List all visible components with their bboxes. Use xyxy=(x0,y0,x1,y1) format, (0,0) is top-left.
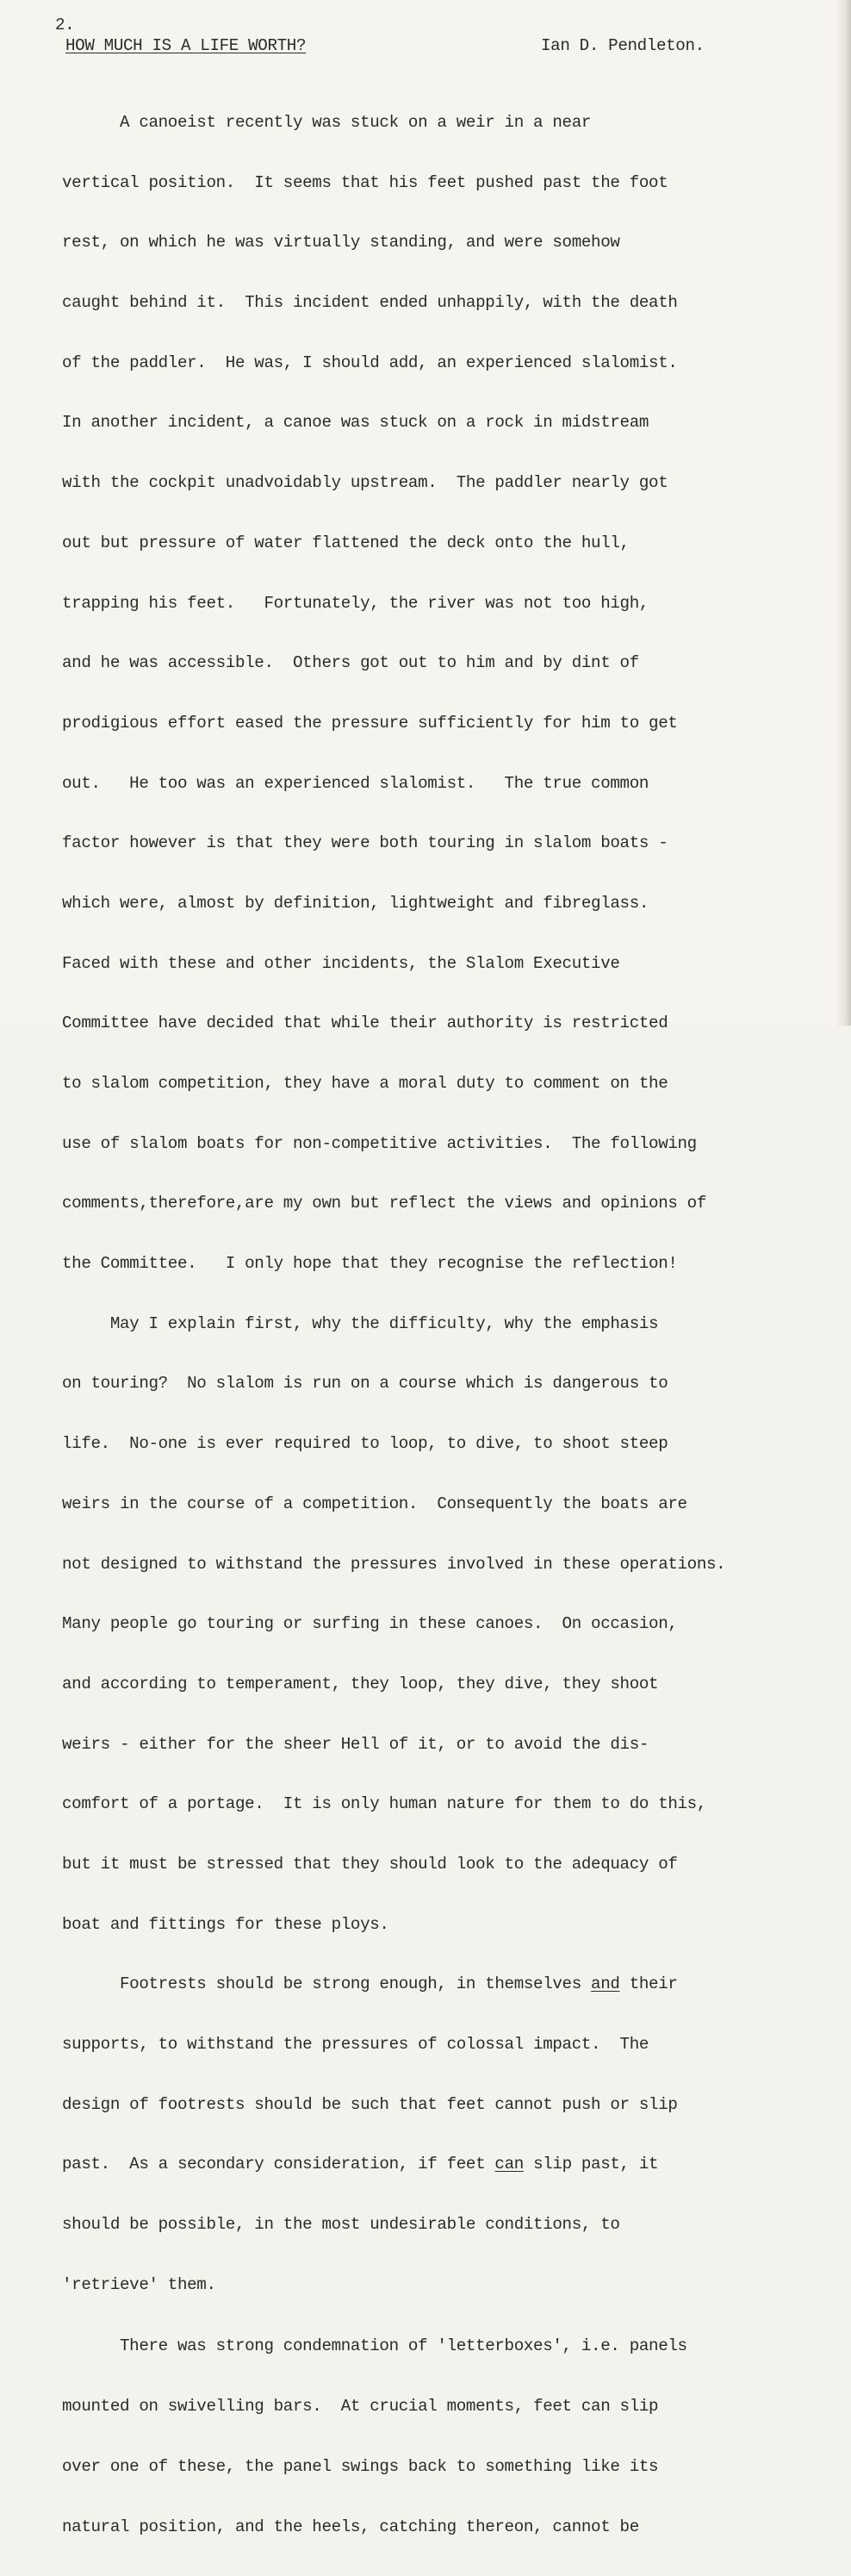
body-line: weirs - either for the sheer Hell of it, or to avoid the dis- xyxy=(62,1734,649,1754)
body-line: Faced with these and other incidents, the Slalom Executive xyxy=(62,953,620,973)
body-line-tail: their xyxy=(619,1974,678,1994)
body-line: boat and fittings for these ploys. xyxy=(62,1914,389,1934)
body-line-tail: slip past, it xyxy=(523,2155,659,2174)
body-line: out but pressure of water flattened the deck onto the hull, xyxy=(62,533,630,552)
body-line xyxy=(62,2154,837,2176)
body-line: comfort of a portage. It is only human nature for them to do this, xyxy=(62,1794,707,1814)
body-line: prodigious effort eased the pressure sufficiently for him to get xyxy=(62,713,678,733)
body-line: but it must be stressed that they should look to the adequacy of xyxy=(62,1854,678,1874)
body-line: natural position, and the heels, catching thereon, cannot be xyxy=(62,2517,639,2536)
body-line: of the paddler. He was, I should add, an experienced slalomist. xyxy=(62,352,678,372)
body-line: trapping his feet. Fortunately, the river was not too high, xyxy=(62,593,649,613)
body-line: A canoeist recently was stuck on a weir in a near xyxy=(62,113,592,132)
body-line: comments,therefore,are my own but reflect the views and opinions of xyxy=(62,1194,707,1213)
body-line: over one of these, the panel swings back to something like its xyxy=(62,2456,659,2476)
body-line: design of footrests should be such that feet cannot push or slip xyxy=(62,2094,678,2114)
body-line: should be possible, in the most undesirable conditions, to xyxy=(62,2215,620,2235)
body-line: to slalom competition, they have a moral duty to comment on the xyxy=(62,1074,668,1093)
body-line: caught behind it. This incident ended unhappily, with the death xyxy=(62,293,678,313)
body-line-start: past. As a secondary consideration, if feet xyxy=(62,2155,495,2174)
body-line: There was strong condemnation of 'letterboxes', i.e. panels xyxy=(62,2336,687,2356)
body-line: factor however is that they were both touring in slalom boats - xyxy=(62,833,668,853)
body-line: supports, to withstand the pressures of colossal impact. The xyxy=(62,2035,649,2054)
page-number: 2. xyxy=(55,16,75,34)
article-title: HOW MUCH IS A LIFE WORTH? xyxy=(65,36,307,55)
underlined-word: can xyxy=(494,2155,524,2174)
page-edge-shadow xyxy=(835,0,851,1026)
body-line: out. He too was an experienced slalomist. The true common xyxy=(62,773,649,793)
body-line: 'retrieve' them. xyxy=(62,2274,216,2294)
body-line: mounted on swivelling bars. At crucial moments, feet can slip xyxy=(62,2397,659,2417)
body-line: Many people go touring or surfing in these canoes. On occasion, xyxy=(62,1614,678,1634)
body-line-start: Footrests should be strong enough, in themselves xyxy=(62,1974,592,1994)
body-line: the Committee. I only hope that they recognise the reflection! xyxy=(62,1254,678,1274)
body-line: Committee have decided that while their authority is restricted xyxy=(62,1014,668,1033)
body-line: which were, almost by definition, lightweight and fibreglass. xyxy=(62,893,649,913)
body-line: not designed to withstand the pressures involved in these operations. xyxy=(62,1554,726,1574)
body-line: rest, on which he was virtually standing, and were somehow xyxy=(62,233,620,253)
body-line xyxy=(62,1974,837,1996)
body-line: use of slalom boats for non-competitive activities. The following xyxy=(62,1133,697,1153)
underlined-word: and xyxy=(591,1974,620,1994)
body-line: life. No-one is ever required to loop, to dive, to shoot steep xyxy=(62,1434,668,1454)
article-author: Ian D. Pendleton. xyxy=(541,36,705,55)
body-line: and he was accessible. Others got out to him and by dint of xyxy=(62,653,639,673)
body-line: May I explain first, why the difficulty, why the emphasis xyxy=(62,1313,659,1333)
body-line: on touring? No slalom is run on a course which is dangerous to xyxy=(62,1374,668,1394)
body-line: weirs in the course of a competition. Consequently the boats are xyxy=(62,1494,687,1513)
body-line: with the cockpit unadvoidably upstream. The paddler nearly got xyxy=(62,473,668,493)
article-body xyxy=(62,74,837,2576)
body-line: In another incident, a canoe was stuck on a rock in midstream xyxy=(62,413,649,433)
body-line: and according to temperament, they loop, they dive, they shoot xyxy=(62,1674,659,1693)
body-line: vertical position. It seems that his feet pushed past the foot xyxy=(62,172,668,192)
